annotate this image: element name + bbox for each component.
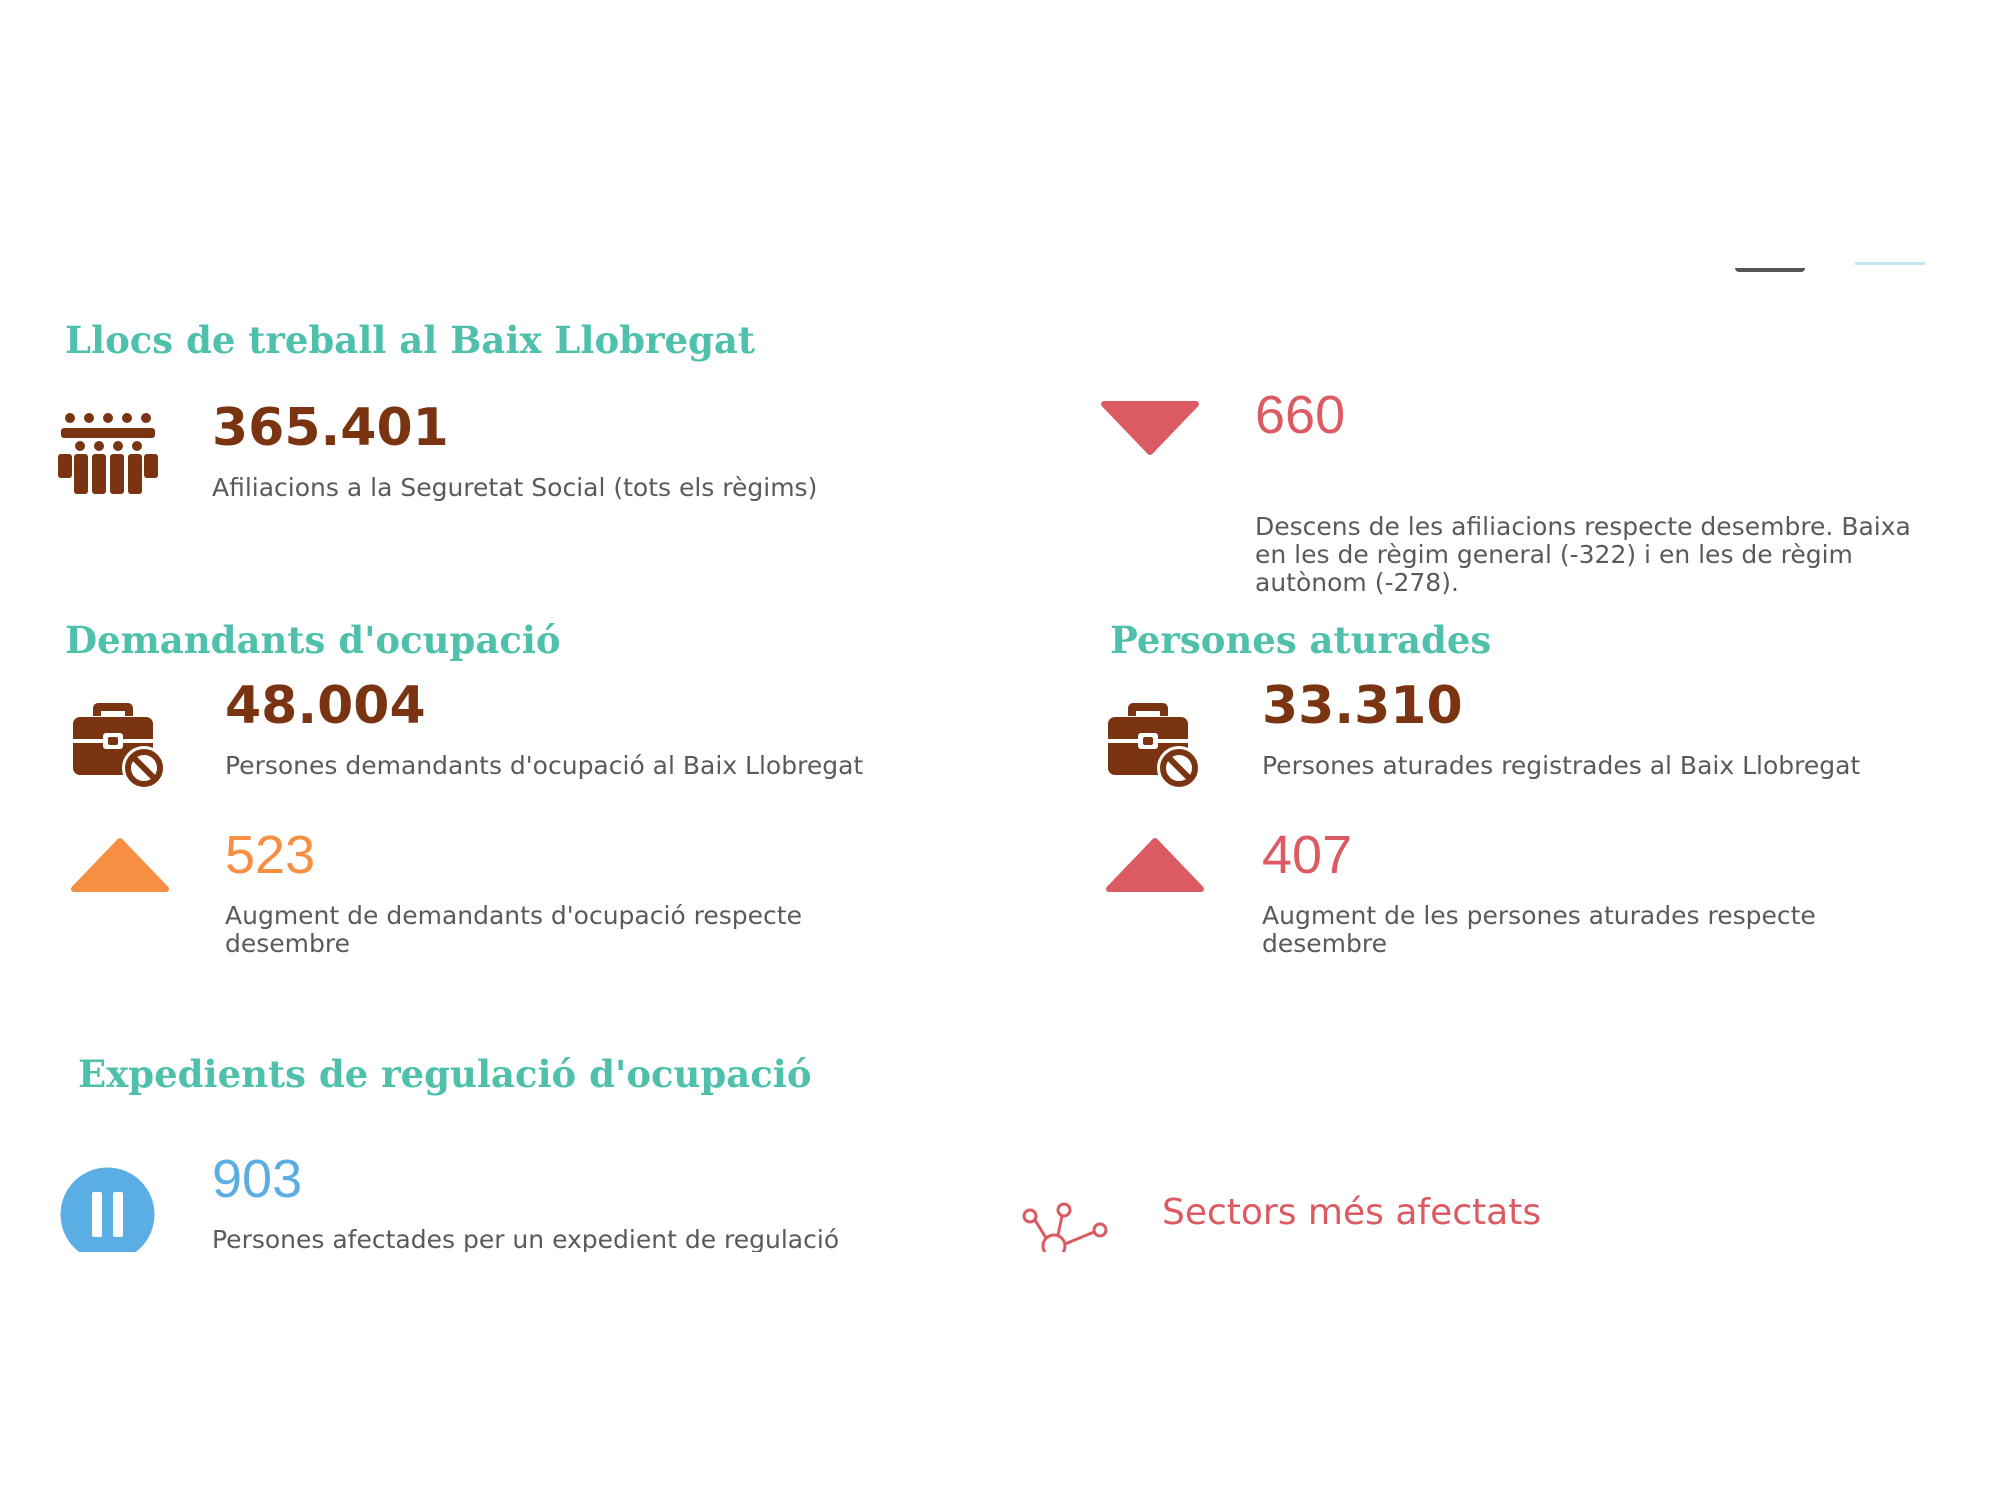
pause-circle-icon: [60, 1167, 155, 1252]
expedients-label: Persones afectades per un expedient de regulació: [212, 1225, 840, 1252]
triangle-down-icon: [1100, 400, 1200, 455]
triangle-up-icon: [1105, 835, 1205, 893]
decorative-fragment: [1735, 260, 1805, 272]
people-group-icon: [58, 410, 158, 495]
afiliacions-change-label: Descens de les afiliacions respecte desembre. Baixa en les de règim general (-322) i en les de règim autònom (-278).: [1255, 512, 1911, 597]
section-title-demandants: Demandants d'ocupació: [65, 618, 561, 662]
aturades-value: 33.310: [1262, 676, 1463, 736]
demandants-change-value: 523: [225, 825, 316, 885]
demandants-value: 48.004: [225, 676, 426, 736]
expedients-block: [0, 1140, 1980, 1252]
demandants-label: Persones demandants d'ocupació al Baix Llobregat: [225, 751, 864, 780]
expedients-value: 903: [212, 1149, 303, 1209]
section-title-expedients: Expedients de regulació d'ocupació: [78, 1052, 812, 1096]
triangle-up-icon: [70, 835, 170, 893]
afiliacions-change-value: 660: [1255, 385, 1346, 445]
aturades-label: Persones aturades registrades al Baix Llobregat: [1262, 751, 1861, 780]
decorative-fragment: [1855, 262, 1925, 265]
afiliacions-label: Afiliacions a la Seguretat Social (tots els règims): [212, 473, 818, 502]
briefcase-blocked-icon: [1105, 695, 1205, 790]
section-title-aturades: Persones aturades: [1110, 618, 1492, 662]
network-nodes-icon: [1020, 1202, 1110, 1252]
briefcase-blocked-icon: [70, 695, 170, 790]
section-title-llocs: Llocs de treball al Baix Llobregat: [65, 318, 755, 362]
demandants-change-label: Augment de demandants d'ocupació respecte desembre: [225, 901, 802, 958]
aturades-change-label: Augment de les persones aturades respecte desembre: [1262, 901, 1816, 958]
aturades-change-value: 407: [1262, 825, 1353, 885]
sectors-link[interactable]: Sectors més afectats: [1162, 1192, 1542, 1233]
afiliacions-value: 365.401: [212, 398, 449, 458]
